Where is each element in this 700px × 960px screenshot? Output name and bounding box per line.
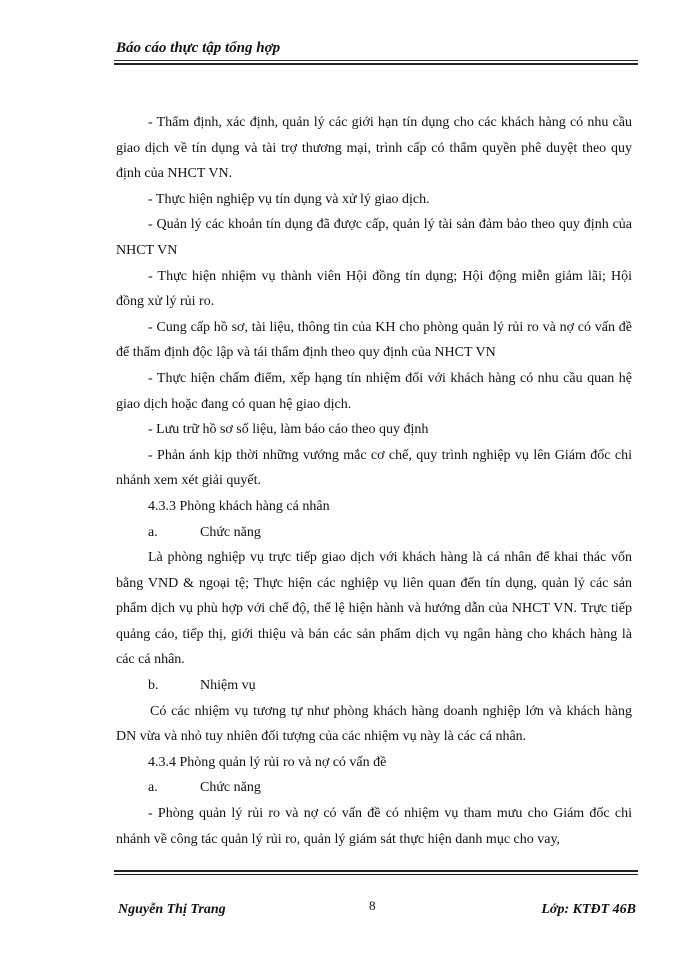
paragraph: Là phòng nghiệp vụ trực tiếp giao dịch với khách hàng là cá nhân để khai thác vốn bằng VND & ngoại tệ; Thực hiện các nghiệp vụ liên quan đến tín dụng, quản lý các sản phẩm dịch vụ phù hợp với chế độ, thể lệ hiện hành và hướng dẫn của NHCT VN. Trực tiếp quảng cáo, tiếp thị, giới thiệu và bán các sản phẩm dịch vụ ngân hàng cho khách hàng là các cá nhân. [116,550,632,668]
header-title: Báo cáo thực tập tổng hợp [116,40,281,56]
list-letter: a. [148,780,158,796]
list-letter: b. [148,678,159,694]
paragraph: - Quản lý các khoản tín dụng đã được cấp, quản lý tài sản đảm bảo theo quy định của NHCT VN [116,217,632,258]
subheading-label: Chức năng [200,780,261,796]
header-divider [114,60,638,61]
subheading-function [116,520,632,546]
subheading-function [116,775,632,801]
section-heading-433: 4.3.3 Phòng khách hàng cá nhân [148,498,330,514]
paragraph: - Lưu trữ hồ sơ số liệu, làm báo cáo theo quy định [148,422,429,438]
paragraph: - Thực hiện nhiệm vụ thành viên Hội đồng tín dụng; Hội động miễn giảm lãi; Hội đồng xử lý rủi ro. [116,268,632,310]
paragraph: - Thực hiện nghiệp vụ tín dụng và xử lý giao dịch. [148,191,430,207]
page-number: 8 [369,898,376,913]
subheading-label: Nhiệm vụ [200,678,256,694]
paragraph: - Cung cấp hồ sơ, tài liệu, thông tin của KH cho phòng quản lý rủi ro và nợ có vấn đề để thẩm định độc lập và tái thẩm định theo quy định của NHCT VN [116,319,632,361]
paragraph: - Thẩm định, xác định, quản lý các giới hạn tín dụng cho các khách hàng có nhu cầu giao dịch về tín dụng và tài trợ thương mại, trình cấp có thẩm quyền phê duyệt theo quy định của NHCT VN. [116,115,632,182]
footer-divider [114,874,638,875]
document-body [116,110,632,852]
paragraph: - Phản ánh kịp thời những vướng mắc cơ chế, quy trình nghiệp vụ lên Giám đốc chi nhánh xem xét giải quyết. [116,447,632,489]
footer-author: Nguyễn Thị Trang [118,902,226,917]
paragraph: - Phòng quản lý rủi ro và nợ có vấn đề có nhiệm vụ tham mưu cho Giám đốc chi nhánh về công tác quản lý rủi ro, quản lý giám sát thực hiện danh mục cho vay, [116,806,632,847]
subheading-duties [116,673,632,699]
paragraph: - Thực hiện chấm điểm, xếp hạng tín nhiệm đối với khách hàng có nhu cầu quan hệ giao dịch hoặc đang có quan hệ giao dịch. [116,370,632,412]
subheading-label: Chức năng [200,524,261,540]
footer-class: Lớp: KTĐT 46B [541,902,636,917]
list-letter: a. [148,524,158,540]
footer-divider-thick [114,870,638,872]
header-divider-thick [114,63,638,65]
paragraph: Có các nhiệm vụ tương tự như phòng khách hàng doanh nghiệp lớn và khách hàng DN vừa và nhỏ tuy nhiên đối tượng của các nhiệm vụ này là các cá nhân. [116,703,632,745]
section-heading-434: 4.3.4 Phòng quản lý rủi ro và nợ có vấn đề [148,754,387,770]
